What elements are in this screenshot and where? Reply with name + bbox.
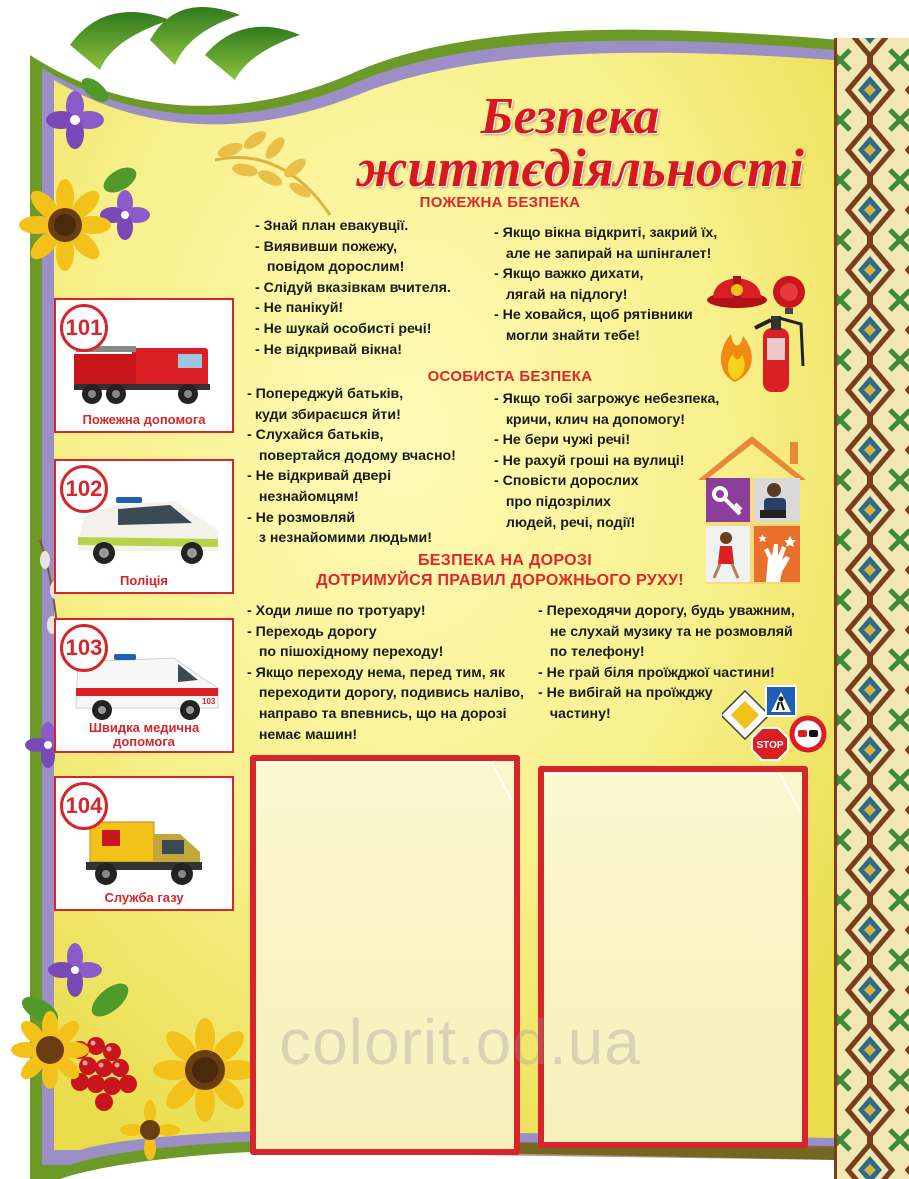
pocket-fold xyxy=(544,772,802,832)
emergency-card-label: Поліція xyxy=(119,573,169,588)
poster-title-line1: Безпека xyxy=(480,88,660,145)
list-item: немає машин! xyxy=(247,726,358,743)
emergency-card-police xyxy=(54,459,234,594)
list-item: - Не вибігай на проїжджу xyxy=(538,685,713,702)
list-item: незнайомцям! xyxy=(247,488,359,505)
list-item: по телефону! xyxy=(538,644,645,661)
fire-flame-icon xyxy=(721,334,752,382)
list-item: - Якщо важко дихати, xyxy=(494,266,644,283)
list-item: з незнайомими людьми! xyxy=(247,530,432,547)
list-item: - Не відкривай вікна! xyxy=(255,341,402,358)
stop-sign-text: STOP xyxy=(756,740,784,751)
list-item: куди збираєшся йти! xyxy=(247,406,401,423)
list-item: - Не бери чужі речі! xyxy=(494,432,631,449)
list-item: частину! xyxy=(538,705,611,722)
emergency-number-badge: 103 xyxy=(60,624,108,672)
emergency-card-ambulance xyxy=(54,618,234,753)
emergency-card-label: Пожежна допомога xyxy=(82,412,206,427)
list-item: - Не відкривай двері xyxy=(247,468,392,485)
fire-safety-right-list xyxy=(494,223,717,347)
list-item: переходити дорогу, подивись наліво, xyxy=(247,685,524,702)
emergency-card-gas xyxy=(54,776,234,911)
list-item: - Якщо тобі загрожує небезпека, xyxy=(494,391,720,407)
emergency-card-label: Служба газу xyxy=(104,890,184,905)
emergency-number-badge: 104 xyxy=(60,782,108,830)
list-item: - Не шукай особисті речі! xyxy=(255,320,432,337)
list-item: - Якщо вікна відкриті, закрий їх, xyxy=(494,225,718,241)
list-item: людей, речі, події! xyxy=(494,514,636,531)
list-item: - Слухайся батьків, xyxy=(247,427,384,444)
list-item: направо та впевнись, що на дорозі xyxy=(247,705,507,722)
emergency-number-badge: 101 xyxy=(60,304,108,352)
list-item: не слухай музику та не розмовляй xyxy=(538,623,793,640)
stop-sign-icon xyxy=(752,728,788,760)
no-overtaking-sign-icon xyxy=(792,718,824,750)
personal-safety-heading: ОСОБИСТА БЕЗПЕКА xyxy=(427,368,593,385)
list-item: - Не ховайся, щоб рятівники xyxy=(494,307,693,324)
personal-safety-left-list xyxy=(247,384,456,549)
list-item: - Попереджуй батьків, xyxy=(247,386,404,402)
poster-title-line2: життєдіяльності xyxy=(356,138,804,198)
list-item: - Знай план евакувції. xyxy=(255,218,409,234)
pocket-fold xyxy=(256,761,514,821)
document-pocket-left[interactable] xyxy=(250,755,520,1155)
fire-extinguisher-icon xyxy=(755,316,803,392)
list-item: - Ходи лише по тротуару! xyxy=(247,603,426,619)
road-signs-illustration xyxy=(722,684,830,766)
home-safety-illustration xyxy=(694,432,812,590)
pedestrian-crossing-sign-icon xyxy=(766,686,796,716)
road-safety-left-list xyxy=(247,601,524,745)
list-item: - Виявивши пожежу, xyxy=(255,238,398,255)
firefighter-helmet-icon xyxy=(707,276,767,308)
list-item: повідом дорослим! xyxy=(255,259,405,276)
list-item: - Не панікуй! xyxy=(255,300,344,317)
list-item: - Переходячи дорогу, будь уважним, xyxy=(538,603,795,619)
list-item: - Не рахуй гроші на вулиці! xyxy=(494,452,685,469)
fire-safety-left-list xyxy=(255,216,451,360)
fire-equipment-illustration xyxy=(705,262,810,397)
watermark: colorit.od.ua xyxy=(279,1006,641,1078)
list-item: - Якщо переходу нема, перед тим, як xyxy=(247,664,505,681)
list-item: - Не розмовляй xyxy=(247,509,356,526)
fire-bell-icon xyxy=(773,276,805,314)
list-item: про підозрілих xyxy=(494,493,611,510)
list-item: але не запирай на шпінгалет! xyxy=(494,245,712,262)
road-safety-heading: БЕЗПЕКА НА ДОРОЗІ xyxy=(417,552,592,569)
list-item: лягай на підлогу! xyxy=(494,286,628,303)
fire-safety-heading: ПОЖЕЖНА БЕЗПЕКА xyxy=(419,194,581,211)
personal-safety-right-list xyxy=(494,389,719,533)
emergency-card-fire xyxy=(54,298,234,433)
list-item: - Слідуй вказівкам вчителя. xyxy=(255,279,451,296)
ornament-band xyxy=(836,38,909,1179)
ambulance-number-text: 103 xyxy=(202,697,216,706)
emergency-card-label: Швидка медична допомога xyxy=(88,720,200,749)
road-safety-subheading: ДОТРИМУЙСЯ ПРАВИЛ ДОРОЖНЬОГО РУХУ! xyxy=(316,572,684,589)
list-item: могли знайти тебе! xyxy=(494,327,640,344)
list-item: - Сповісти дорослих xyxy=(494,473,639,490)
list-item: повертайся додому вчасно! xyxy=(247,447,456,464)
list-item: - Переходь дорогу xyxy=(247,623,377,640)
list-item: кричи, клич на допомогу! xyxy=(494,411,685,428)
emergency-number-badge: 102 xyxy=(60,465,108,513)
list-item: по пішохідному переходу! xyxy=(247,644,444,661)
list-item: - Не грай біля проїжджої частини! xyxy=(538,664,775,681)
document-pocket-right[interactable] xyxy=(538,766,808,1148)
